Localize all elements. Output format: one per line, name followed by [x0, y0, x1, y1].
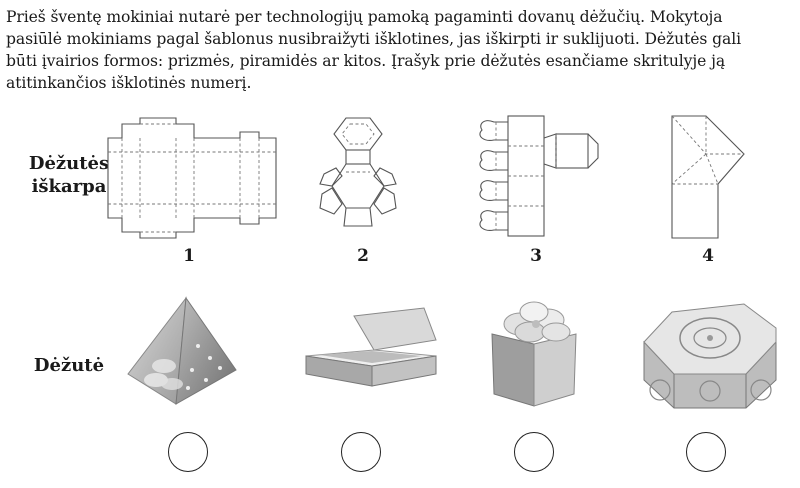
box-open-flat-image	[296, 306, 446, 392]
box-cube-flower-image	[484, 298, 584, 410]
instructions-line-3: būti įvairios formos: prizmės, piramidės ar kitos. Įrašyk prie dėžutės esančiame skritulyje ją	[6, 52, 726, 70]
net-1-outline	[108, 118, 276, 238]
box-hexagonal-image	[640, 298, 780, 410]
task-instructions	[6, 6, 796, 94]
net-3-drawing	[472, 108, 606, 244]
instructions-line-4: atitinkančios išklotinės numerį.	[6, 74, 252, 92]
net-number-1: 1	[183, 246, 195, 266]
net-1-drawing	[104, 114, 294, 242]
net-4-drawing	[666, 114, 750, 242]
instructions-line-2: pasiūlė mokiniams pagal šablonus nusibraižyti išklotines, jas iškirpti ir suklijuoti. Dėžutės gali	[6, 30, 742, 48]
net-number-3: 3	[530, 246, 542, 266]
answer-circle-4[interactable]	[686, 432, 726, 472]
answer-circle-2[interactable]	[341, 432, 381, 472]
box-row-label: Dėžutė	[33, 355, 105, 376]
answer-circle-3[interactable]	[514, 432, 554, 472]
net-number-2: 2	[357, 246, 369, 266]
box-pyramid-image	[122, 296, 240, 408]
net-number-4: 4	[702, 246, 714, 266]
net-2-drawing	[316, 114, 408, 238]
answer-circle-1[interactable]	[168, 432, 208, 472]
instructions-line-1: Prieš šventę mokiniai nutarė per technologijų pamoką pagaminti dovanų dėžučių. Mokytoja	[6, 8, 723, 26]
cutouts-label-line-1: Dėžutės	[28, 153, 110, 174]
cutouts-label-line-2: iškarpa	[31, 176, 107, 197]
